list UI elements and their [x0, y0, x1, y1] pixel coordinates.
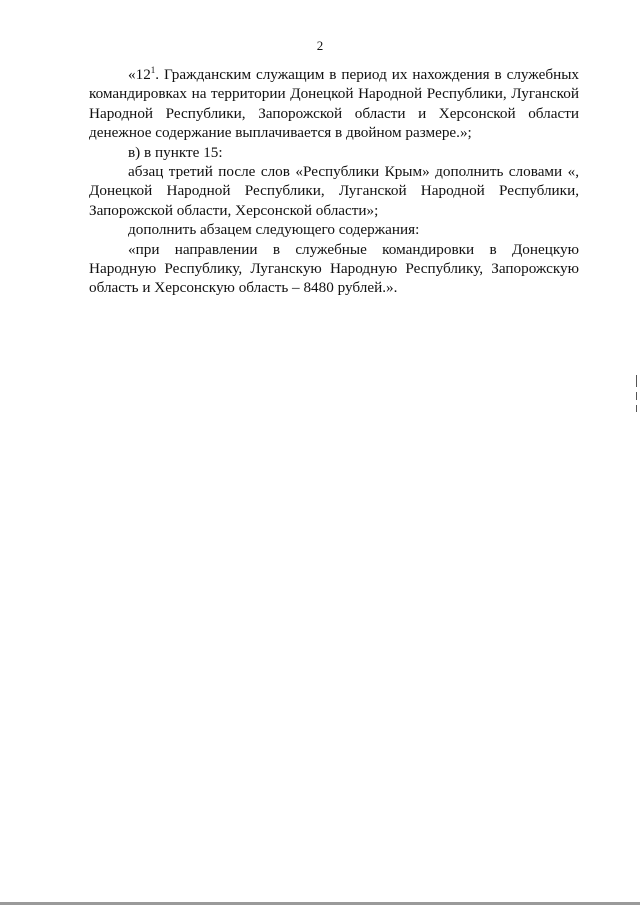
paragraph-text: . Гражданским служащим в период их нахождения в служебных командировках на территории Донецкой Народной Республики, Луганской Народной Республики, Запорожской области и Херсонской области денежное содержание выплачивается в двойном размере.»;: [89, 66, 579, 142]
paragraph-new-abzac-content: «при направлении в служебные командировки в Донецкую Народную Республику, Луганскую Народную Республику, Запорожскую область и Херсонскую область – 8480 рублей.».: [89, 240, 579, 297]
paragraph-amendment-12-1: [89, 65, 579, 143]
paragraph-subitem-v: в) в пункте 15:: [128, 143, 223, 161]
scan-edge-mark: [636, 375, 637, 387]
paragraph-add-abzac: дополнить абзацем следующего содержания:: [128, 221, 420, 239]
scan-edge-mark: [636, 405, 637, 412]
scan-edge-mark: [636, 392, 637, 400]
paragraph-abzac-tretiy: абзац третий после слов «Республики Крым» дополнить словами «, Донецкой Народной Республики, Луганской Народной Республики, Запорожской области, Херсонской области»;: [89, 163, 579, 219]
paragraph-prefix: «12: [128, 66, 151, 83]
document-body: [89, 65, 579, 298]
superscript-index: 1: [150, 64, 156, 75]
page-number: 2: [316, 38, 324, 53]
